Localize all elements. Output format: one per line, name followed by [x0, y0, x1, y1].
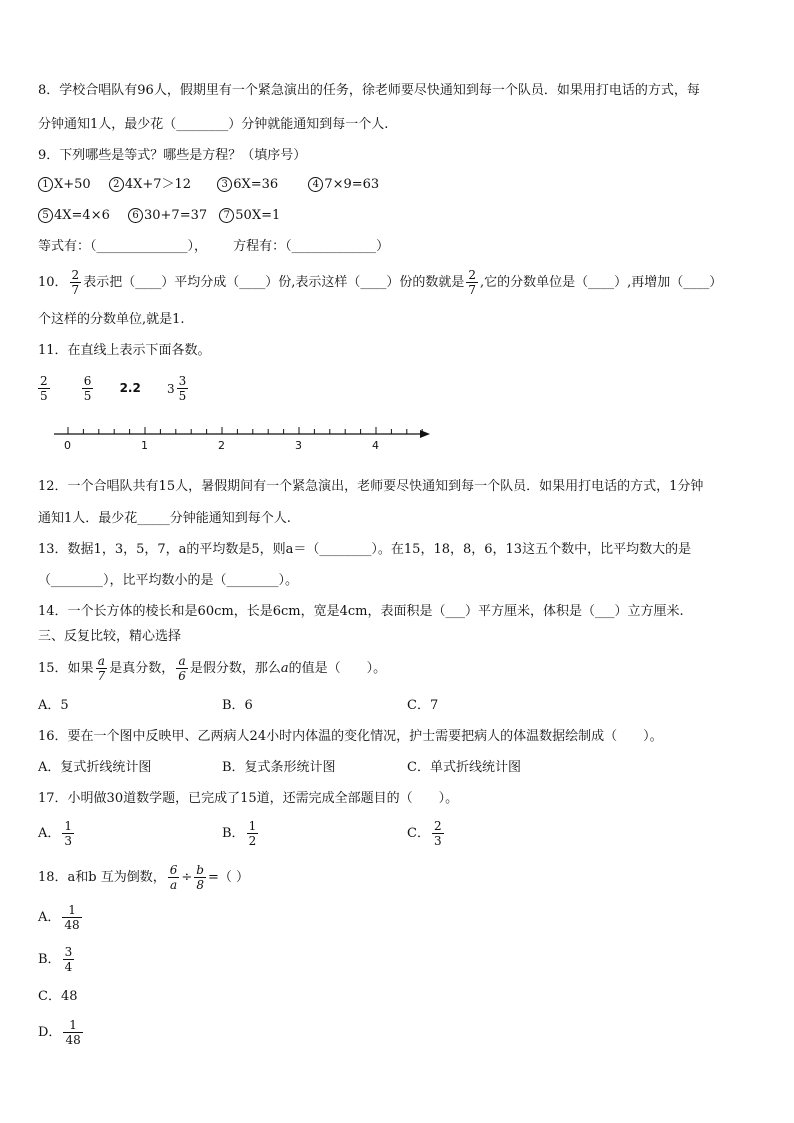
- q16-option-a[interactable]: A．复式折线统计图: [38, 760, 152, 775]
- q18-option-c[interactable]: C．48: [38, 989, 78, 1004]
- q8-line2: 分钟通知1人，最少花（________）分钟就能通知到每一个人.: [38, 117, 389, 132]
- q9-items-row2: [38, 207, 280, 225]
- q9-equation-eqn-blank: 方程有：（_____________）: [233, 239, 390, 254]
- q11-numbers: [36, 370, 190, 407]
- q11-mixed-number: 3 $\frac{3}{5}$: [166, 374, 187, 403]
- q9-item-2: 2 4X+7＞12: [109, 177, 191, 192]
- q15-fraction-a-7: $\frac{a}{7}$: [97, 654, 106, 683]
- number-line-tick-label: 4: [372, 439, 379, 452]
- q17-stem: 17．小明做30道数学题，已完成了15道，还需完成全部题目的（ ）。: [38, 791, 459, 806]
- q14-line1: 14．一个长方体的棱长和是60cm，长是6cm，宽是4cm，表面积是（___）平方厘米，体积是（___）立方厘米.: [38, 604, 684, 619]
- q15-option-a[interactable]: A．5: [38, 698, 69, 713]
- q13-line2: （________），比平均数小的是（________）。: [38, 573, 299, 588]
- q11-stem: 11．在直线上表示下面各数。: [38, 343, 211, 358]
- q9-items-row1: [38, 176, 379, 194]
- q17-option-a[interactable]: A． $\frac{1}{3}$: [38, 819, 73, 848]
- number-line-tick-label: 0: [64, 439, 71, 452]
- q9-item-7: 7 50X=1: [219, 208, 280, 223]
- q9-item-6: 6 30+7=37: [128, 208, 207, 223]
- q16-option-c[interactable]: C．单式折线统计图: [407, 760, 521, 775]
- q18-fraction-b-8: $\frac{b}{8}$: [196, 863, 204, 892]
- q17-option-c[interactable]: C． $\frac{2}{3}$: [407, 819, 442, 848]
- q15-fraction-a-6: $\frac{a}{6}$: [178, 654, 186, 683]
- q18-option-a[interactable]: A． $\frac{1}{48}$: [38, 903, 80, 932]
- number-line-tick-label: 1: [141, 439, 148, 452]
- q13-line1: 13．数据1，3，5，7，a的平均数是5，则a＝（________）。在15，18，8，6，13这五个数中，比平均数大的是: [38, 542, 692, 557]
- number-line-tick-label: 2: [218, 439, 225, 452]
- q10-fraction-2: $\frac{2}{7}$: [468, 268, 476, 297]
- q9-item-5: 5 4X=4×6: [38, 208, 110, 223]
- q12-line1: 12．一个合唱队共有15人，暑假期间有一个紧急演出，老师要尽快通知到每一个队员．如果用打电话的方式，1分钟: [38, 479, 704, 494]
- q10-line1: 10． $\frac{2}{7}$ 表示把（____）平均分成（____）份,表示这样（____）份的数就是 $\frac{2}{7}$ ,它的分数单位是（____）,再增加（____）: [38, 268, 723, 297]
- q9-item-3: 3 6X=36: [217, 177, 278, 192]
- q16-option-b[interactable]: B．复式条形统计图: [222, 760, 336, 775]
- q18-option-d[interactable]: D． $\frac{1}{48}$: [38, 1018, 81, 1047]
- q18-fraction-6-a: $\frac{6}{a}$: [169, 863, 178, 892]
- q9-answer-line: [38, 238, 389, 256]
- q11-number-line: [52, 426, 452, 450]
- q9-item-4: 4 7×9=63: [308, 177, 379, 192]
- q9-item-1: 1 X+50: [38, 177, 91, 192]
- q9-stem: 9．下列哪些是等式？哪些是方程？（填序号）: [38, 148, 307, 163]
- q11-fraction-2-5: $\frac{2}{5}$: [40, 374, 48, 403]
- q18-stem: 18．a和b 互为倒数， $\frac{6}{a}$ ÷ $\frac{b}{8}$ =（ ）: [38, 863, 250, 892]
- q10-line2: 个这样的分数单位,就是1.: [38, 312, 185, 327]
- q15-option-b[interactable]: B．6: [222, 698, 253, 713]
- q8-line1: 8．学校合唱队有96人，假期里有一个紧急演出的任务，徐老师要尽快通知到每一个队员．如果用打电话的方式，每: [38, 83, 700, 98]
- q11-fraction-6-5: $\frac{6}{5}$: [83, 374, 92, 403]
- q9-equations-blank: 等式有：（______________），: [38, 239, 208, 254]
- q15-option-c[interactable]: C．7: [407, 698, 439, 713]
- q15-stem: 15．如果 $\frac{a}{7}$ 是真分数， $\frac{a}{6}$ 是假分数，那么a的值是（ ）。: [38, 654, 387, 683]
- section-3-heading: 三、反复比较，精心选择: [38, 629, 182, 644]
- number-line-tick-label: 3: [295, 439, 302, 452]
- q16-stem: 16．要在一个图中反映甲、乙两病人24小时内体温的变化情况，护士需要把病人的体温数据绘制成（ ）。: [38, 729, 663, 744]
- q11-decimal: 2.2: [119, 381, 141, 395]
- q12-line2: 通知1人．最少花_____分钟能通知到每个人.: [38, 511, 291, 526]
- q10-fraction: $\frac{2}{7}$: [71, 268, 80, 297]
- q17-option-b[interactable]: B． $\frac{1}{2}$: [222, 819, 257, 848]
- q18-option-b[interactable]: B． $\frac{3}{4}$: [38, 945, 73, 974]
